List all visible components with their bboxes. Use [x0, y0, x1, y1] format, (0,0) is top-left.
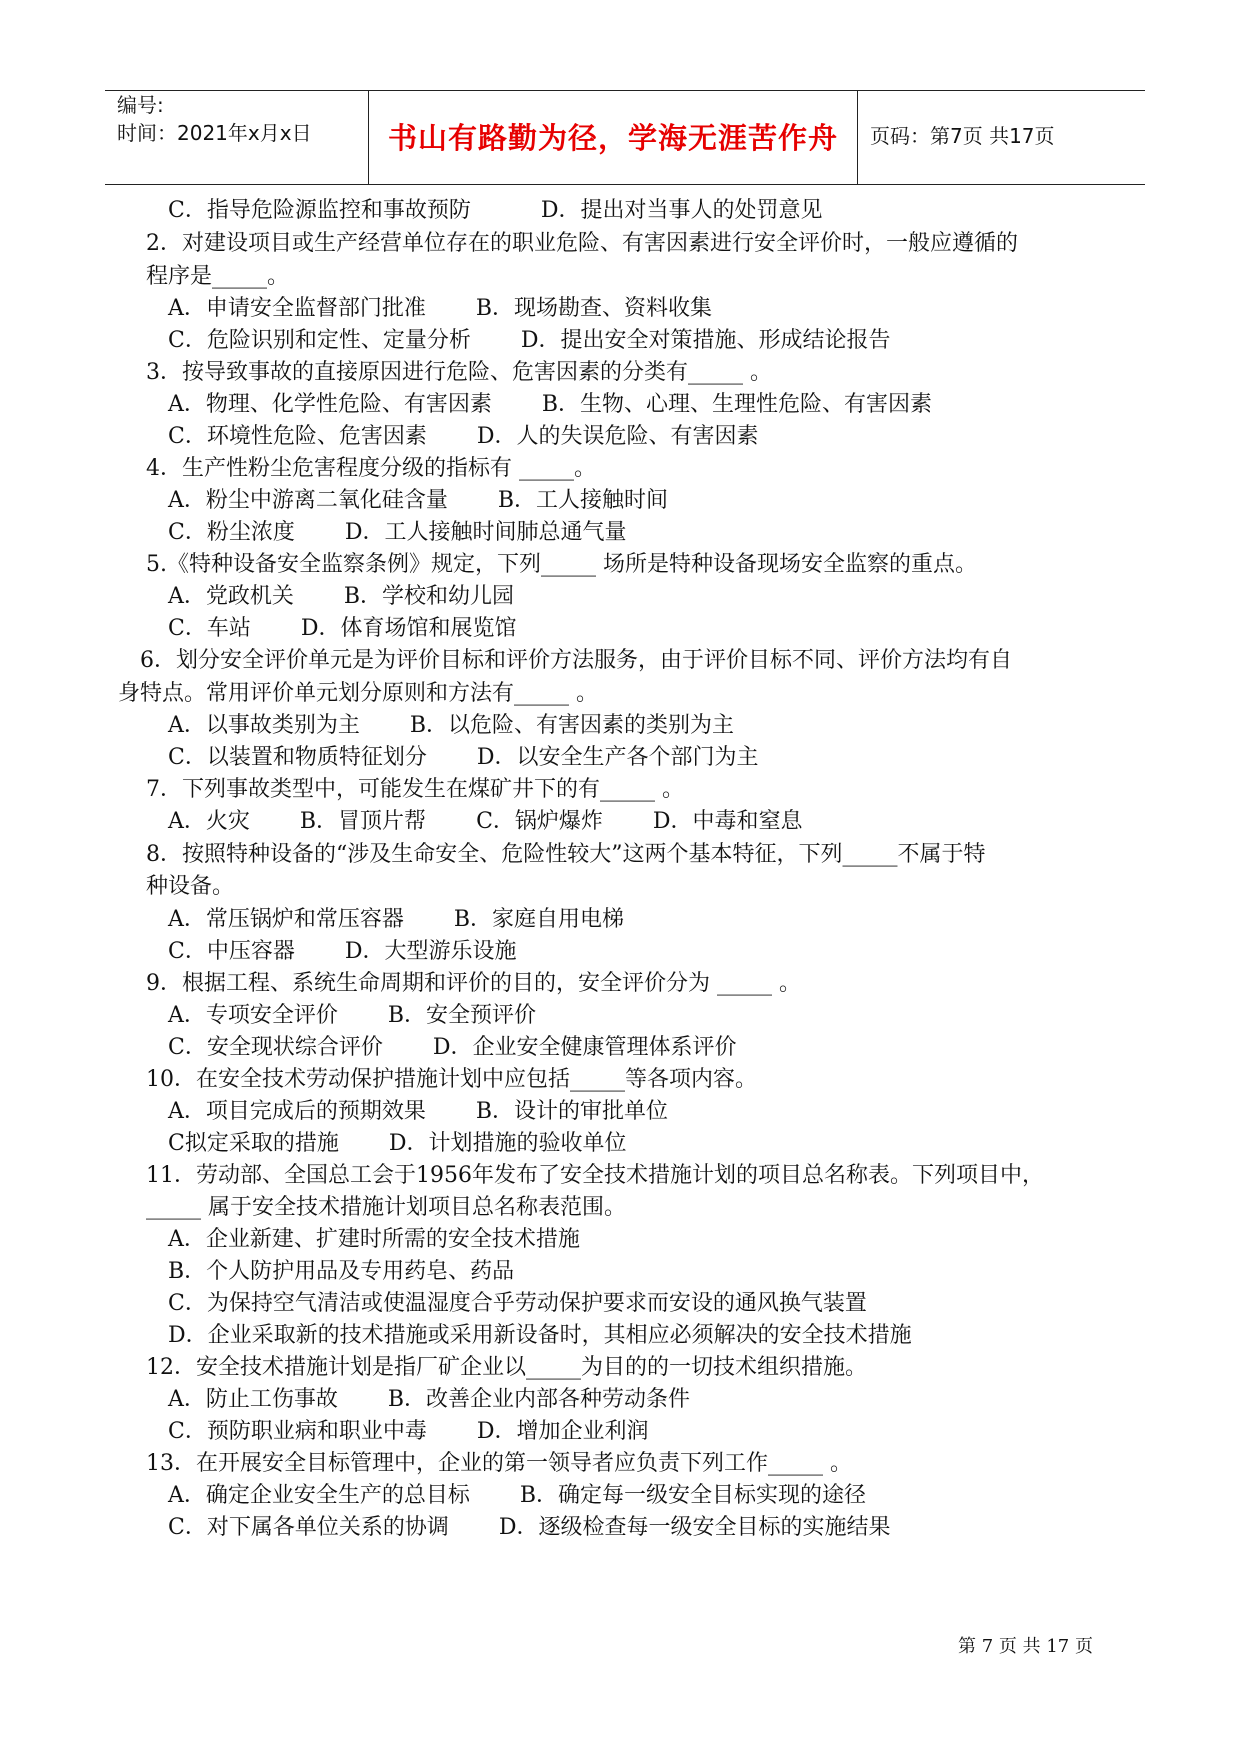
text-line	[168, 743, 758, 773]
answer-option: D．体育场馆和展览馆	[300, 616, 517, 641]
answer-option: A．粉尘中游离二氧化硅含量	[168, 488, 448, 513]
text-line	[168, 807, 803, 837]
line-text: 6．划分安全评价单元是为评价目标和评价方法服务，由于评价目标不同、评价方法均有自	[140, 648, 1013, 673]
text-line	[146, 840, 986, 870]
answer-option: D．计划措施的验收单位	[388, 1131, 627, 1156]
line-text: C．为保持空气清洁或使温湿度合乎劳动保护要求而安设的通风换气装置	[168, 1291, 867, 1316]
text-line	[146, 1193, 626, 1223]
answer-option: D．人的失误危险、有害因素	[476, 424, 759, 449]
text-line	[168, 1289, 867, 1319]
text-line	[168, 1417, 648, 1447]
answer-option: B．生物、心理、生理性危险、有害因素	[541, 392, 933, 417]
text-line	[146, 969, 801, 999]
text-line	[146, 262, 289, 292]
text-line	[168, 937, 516, 967]
answer-option: B．设计的审批单位	[475, 1099, 669, 1124]
answer-option: B．工人接触时间	[497, 488, 669, 513]
answer-option: C．指导危险源监控和事故预防	[168, 198, 471, 223]
line-text: 程序是_____。	[146, 264, 290, 289]
answer-option: C．安全现状综合评价	[168, 1035, 383, 1060]
line-text: 种设备。	[146, 874, 235, 899]
line-text: 13．在开展安全目标管理中，企业的第一领导者应负责下列工作_____ 。	[146, 1451, 852, 1476]
text-line	[168, 582, 514, 612]
answer-option: D．逐级检查每一级安全目标的实施结果	[498, 1515, 891, 1540]
answer-option: C．中压容器	[168, 939, 295, 964]
answer-option: A．党政机关	[168, 584, 294, 609]
text-line	[168, 390, 932, 420]
text-line	[146, 872, 234, 902]
text-line	[146, 550, 977, 580]
answer-option: D．企业安全健康管理体系评价	[432, 1035, 737, 1060]
text-line	[168, 326, 890, 356]
text-line	[168, 1129, 626, 1159]
text-line	[168, 1033, 736, 1063]
answer-option: A．火灾	[168, 809, 250, 834]
answer-option: B．确定每一级安全目标实现的途径	[519, 1483, 867, 1508]
text-line	[168, 196, 822, 226]
text-line	[168, 294, 712, 324]
text-line	[168, 614, 516, 644]
answer-option: C．危险识别和定性、定量分析	[168, 328, 471, 353]
text-line	[168, 1001, 536, 1031]
answer-option: B．家庭自用电梯	[453, 907, 625, 932]
text-line	[168, 518, 626, 548]
line-text: B．个人防护用品及专用药皂、药品	[168, 1259, 515, 1284]
answer-option: C．对下属各单位关系的协调	[168, 1515, 449, 1540]
answer-option: B．以危险、有害因素的类别为主	[409, 713, 735, 738]
line-text: 5.《特种设备安全监察条例》规定，下列_____ 场所是特种设备现场安全监察的重点。	[146, 552, 977, 577]
text-line	[146, 1449, 852, 1479]
answer-option: C拟定采取的措施	[168, 1131, 339, 1156]
answer-option: A．常压锅炉和常压容器	[168, 907, 404, 932]
answer-option: A．物理、化学性危险、有害因素	[168, 392, 492, 417]
answer-option: D．大型游乐设施	[344, 939, 517, 964]
answer-option: C．以装置和物质特征划分	[168, 745, 427, 770]
answer-option: A．专项安全评价	[168, 1003, 338, 1028]
answer-option: A．项目完成后的预期效果	[168, 1099, 426, 1124]
page-footer: 第 7 页 共 17 页	[958, 1636, 1093, 1657]
answer-option: D．中毒和窒息	[652, 809, 803, 834]
answer-option: A．申请安全监督部门批准	[168, 296, 426, 321]
line-text: 12．安全技术措施计划是指厂矿企业以_____为目的的一切技术组织措施。	[146, 1355, 867, 1380]
line-text: 3．按导致事故的直接原因进行危险、危害因素的分类有_____ 。	[146, 360, 772, 385]
answer-option: C．车站	[168, 616, 251, 641]
text-line	[146, 1161, 1044, 1191]
text-line	[168, 711, 734, 741]
answer-option: A．以事故类别为主	[168, 713, 360, 738]
answer-option: A．确定企业安全生产的总目标	[168, 1483, 470, 1508]
answer-option: B．安全预评价	[387, 1003, 537, 1028]
header-motto: 书山有路勤为径，学海无涯苦作舟	[387, 121, 838, 155]
text-line	[168, 1257, 514, 1287]
line-text: 身特点。常用评价单元划分原则和方法有_____ 。	[118, 681, 598, 706]
line-text: 2．对建设项目或生产经营单位存在的职业危险、有害因素进行安全评价时，一般应遵循的	[146, 231, 1019, 256]
answer-option: C．环境性危险、危害因素	[168, 424, 427, 449]
answer-option: D．增加企业利润	[476, 1419, 649, 1444]
header-page-code: 页码：第7页 共17页	[870, 124, 1055, 148]
text-line	[118, 679, 598, 709]
answer-option: B．学校和幼儿园	[343, 584, 515, 609]
text-line	[168, 1513, 890, 1543]
document-time-label: 时间：2021年x月x日	[117, 121, 312, 145]
text-line	[168, 1481, 866, 1511]
text-line	[168, 422, 758, 452]
answer-option: D．以安全生产各个部门为主	[476, 745, 759, 770]
text-line	[146, 775, 684, 805]
answer-option: C．粉尘浓度	[168, 520, 295, 545]
answer-option: C．锅炉爆炸	[476, 809, 603, 834]
line-text: 7．下列事故类型中，可能发生在煤矿井下的有_____ 。	[146, 777, 684, 802]
answer-option: A．防止工伤事故	[168, 1387, 338, 1412]
line-text: 9．根据工程、系统生命周期和评价的目的，安全评价分为 _____ 。	[146, 971, 801, 996]
answer-option: B．冒顶片帮	[299, 809, 427, 834]
answer-option: D．提出对当事人的处罚意见	[540, 198, 823, 223]
line-text: _____ 属于安全技术措施计划项目总名称表范围。	[146, 1195, 626, 1220]
text-line	[168, 1097, 668, 1127]
text-line	[146, 454, 596, 484]
answer-option: D．工人接触时间肺总通气量	[344, 520, 627, 545]
text-line	[168, 1225, 580, 1255]
line-text: A．企业新建、扩建时所需的安全技术措施	[168, 1227, 580, 1252]
answer-option: B．改善企业内部各种劳动条件	[387, 1387, 691, 1412]
answer-option: D．提出安全对策措施、形成结论报告	[520, 328, 891, 353]
text-line	[168, 1385, 690, 1415]
text-line	[146, 358, 772, 388]
text-line	[168, 905, 624, 935]
line-text: D．企业采取新的技术措施或采用新设备时，其相应必须解决的安全技术措施	[168, 1323, 912, 1348]
document-number-label: 编号:	[117, 93, 164, 117]
line-text: 10．在安全技术劳动保护措施计划中应包括_____等各项内容。	[146, 1067, 757, 1092]
text-line	[140, 646, 1012, 676]
text-line	[146, 1353, 867, 1383]
answer-option: B．现场勘查、资料收集	[475, 296, 713, 321]
text-line	[146, 1065, 757, 1095]
line-text: 4．生产性粉尘危害程度分级的指标有 _____。	[146, 456, 596, 481]
answer-option: C．预防职业病和职业中毒	[168, 1419, 427, 1444]
text-line	[168, 1321, 912, 1351]
line-text: 8．按照特种设备的“涉及生命安全、危险性较大”这两个基本特征，下列_____不属于特	[146, 842, 986, 867]
text-line	[146, 229, 1018, 259]
line-text: 11．劳动部、全国总工会于1956年发布了安全技术措施计划的项目总名称表。下列项目中，	[146, 1163, 1044, 1188]
text-line	[168, 486, 668, 516]
